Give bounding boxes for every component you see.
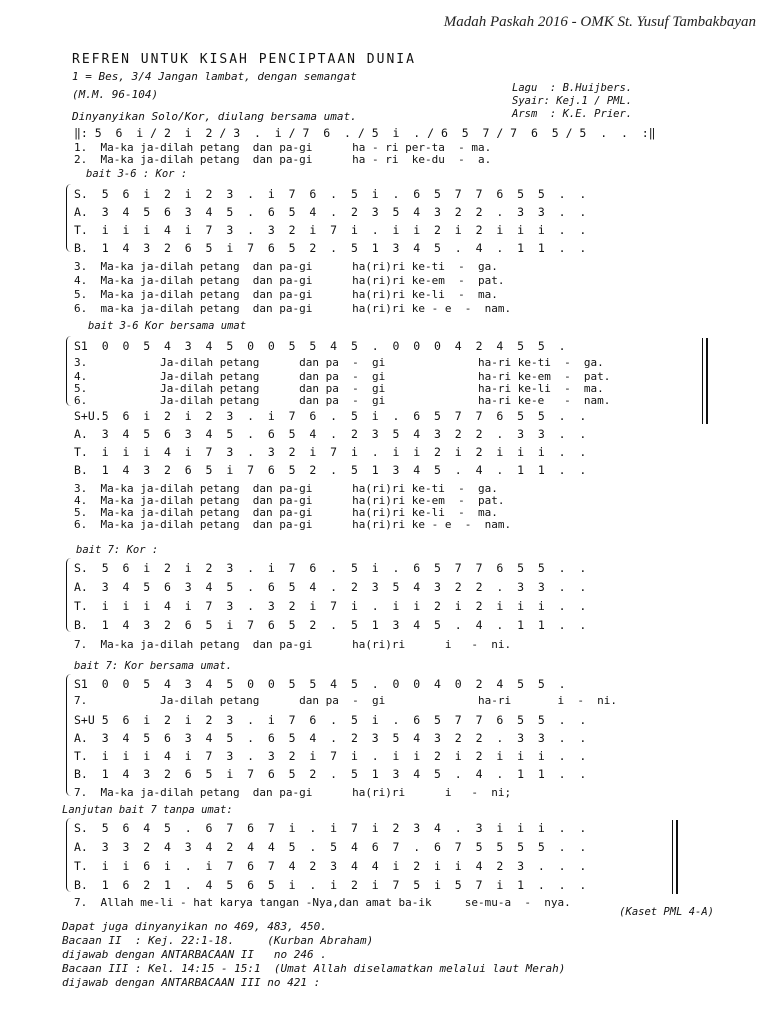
bass-row: B. 1 4 3 2 6 5 i 7 6 5 2 . 5 1 3 4 5 . 4 . 1 1 . . — [74, 618, 587, 632]
bass-row: B. 1 4 3 2 6 5 i 7 6 5 2 . 5 1 3 4 5 . 4 . 1 1 . . — [74, 463, 587, 477]
solo-lyric-6: 6. Ja-dilah petang dan pa - gi ha-ri ke-e - nam. — [74, 394, 611, 407]
lyric-line-7-ending: 7. Allah me-li - hat karya tangan -Nya,dan amat ba-ik se-mu-a - nya. — [74, 896, 571, 909]
section-d-label: bait 7: Kor bersama umat. — [74, 660, 233, 672]
lyric-line-4: 4. Ma-ka ja-dilah petang dan pa-gi ha(ri)ri ke-em - pat. — [74, 274, 505, 287]
key-signature: 1 = Bes, 3/4 Jangan lambat, dengan semangat — [72, 70, 357, 83]
lyric-line-5: 5. Ma-ka ja-dilah petang dan pa-gi ha(ri)ri ke-li - ma. — [74, 288, 498, 301]
section-d-brace — [66, 674, 72, 796]
section-b-end-bar — [702, 338, 708, 424]
alto-row: A. 3 4 5 6 3 4 5 . 6 5 4 . 2 3 5 4 3 2 2 . 3 3 . . — [74, 580, 587, 594]
section-b-label: bait 3-6 Kor bersama umat — [88, 320, 247, 332]
soprano-row: S. 5 6 4 5 . 6 7 6 7 i . i 7 i 2 3 4 . 3 i i i . . — [74, 821, 587, 835]
tenor-row: T. i i 6 i . i 7 6 7 4 2 3 4 4 i 2 i i 4 2 3 . . . — [74, 859, 587, 873]
bass-row: B. 1 6 2 1 . 4 5 6 5 i . i 2 i 7 5 i 5 7 i 1 . . . — [74, 878, 587, 892]
credits — [512, 82, 632, 121]
section-c-brace — [66, 558, 72, 632]
alto-row: A. 3 4 5 6 3 4 5 . 6 5 4 . 2 3 5 4 3 2 2 . 3 3 . . — [74, 205, 587, 219]
tenor-row: T. i i i 4 i 7 3 . 3 2 i 7 i . i i 2 i 2 i i i . . — [74, 599, 587, 613]
section-a-label: bait 3-6 : Kor : — [86, 168, 188, 180]
intro-label: Dinyanyikan Solo/Kor, diulang bersama umat. — [72, 110, 357, 123]
alto-row: A. 3 3 2 4 3 4 2 4 4 5 . 5 4 6 7 . 6 7 5 5 5 5 . . — [74, 840, 587, 854]
section-e — [62, 804, 682, 909]
soprano-umat-row: S+U 5 6 i 2 i 2 3 . i 7 6 . 5 i . 6 5 7 7 6 5 5 . . — [74, 713, 587, 727]
soprano-row: S. 5 6 i 2 i 2 3 . i 7 6 . 5 i . 6 5 7 7 6 5 5 . . — [74, 187, 587, 201]
footer-line-1: Dapat juga dinyanyikan no 469, 483, 450. — [62, 920, 327, 933]
section-a-brace — [66, 184, 72, 252]
section-e-brace — [66, 818, 72, 892]
alto-row: A. 3 4 5 6 3 4 5 . 6 5 4 . 2 3 5 4 3 2 2 . 3 3 . . — [74, 427, 587, 441]
credit-lagu: Lagu : B.Huijbers. — [512, 82, 633, 94]
lyric-line-7: 7. Ma-ka ja-dilah petang dan pa-gi ha(ri)ri i - ni. — [74, 638, 512, 651]
soprano-row: S. 5 6 i 2 i 2 3 . i 7 6 . 5 i . 6 5 7 7 6 5 5 . . — [74, 561, 587, 575]
intro-lyric-1: 1. Ma-ka ja-dilah petang dan pa-gi ha - ri per-ta - ma. — [74, 141, 492, 154]
solo-lyric-5: 5. Ja-dilah petang dan pa - gi ha-ri ke-li - ma. — [74, 382, 604, 395]
tenor-row: T. i i i 4 i 7 3 . 3 2 i 7 i . i i 2 i 2 i i i . . — [74, 223, 587, 237]
page-header: Madah Paskah 2016 - OMK St. Yusuf Tambakbayan — [443, 14, 756, 30]
song-title: REFREN UNTUK KISAH PENCIPTAAN DUNIA — [72, 52, 416, 67]
solo-lyric-7: 7. Ja-dilah petang dan pa - gi ha-ri i - ni. — [74, 694, 618, 707]
lyric-line-3: 3. Ma-ka ja-dilah petang dan pa-gi ha(ri)ri ke-ti - ga. — [74, 260, 498, 273]
credit-arsm: Arsm : K.E. Prier. — [512, 108, 633, 120]
lyric-line-7: 7. Ma-ka ja-dilah petang dan pa-gi ha(ri)ri i - ni; — [74, 786, 512, 799]
tenor-row: T. i i i 4 i 7 3 . 3 2 i 7 i . i i 2 i 2 i i i . . — [74, 749, 587, 763]
intro-melody: ‖: 5 6 i / 2 i 2 / 3 . i / 7 6 . / 5 i . / 6 5 7 / 7 6 5 / 5 . . :‖ — [74, 126, 656, 140]
solo-row: S1 0 0 5 4 3 4 5 0 0 5 5 4 5 . 0 0 4 0 2 4 5 5 . — [74, 677, 566, 691]
section-d — [66, 660, 682, 800]
section-e-label: Lanjutan bait 7 tanpa umat: — [62, 804, 233, 816]
cassette-reference: (Kaset PML 4-A) — [619, 906, 714, 918]
bass-row: B. 1 4 3 2 6 5 i 7 6 5 2 . 5 1 3 4 5 . 4 . 1 1 . . — [74, 767, 587, 781]
lyric-line-5: 5. Ma-ka ja-dilah petang dan pa-gi ha(ri)ri ke-li - ma. — [74, 506, 498, 519]
section-b-solo-brace — [66, 336, 72, 406]
lyric-line-4: 4. Ma-ka ja-dilah petang dan pa-gi ha(ri)ri ke-em - pat. — [74, 494, 505, 507]
lyric-line-6: 6. Ma-ka ja-dilah petang dan pa-gi ha(ri)ri ke - e - nam. — [74, 518, 512, 531]
section-a — [66, 168, 682, 318]
soprano-umat-row: S+U.5 6 i 2 i 2 3 . i 7 6 . 5 i . 6 5 7 7 6 5 5 . . — [74, 409, 587, 423]
lyric-line-3: 3. Ma-ka ja-dilah petang dan pa-gi ha(ri)ri ke-ti - ga. — [74, 482, 498, 495]
section-c — [66, 544, 682, 654]
footer-line-5: dijawab dengan ANTARBACAAN III no 421 : — [62, 976, 321, 989]
lyric-line-6: 6. ma-ka ja-dilah petang dan pa-gi ha(ri)ri ke - e - nam. — [74, 302, 512, 315]
credit-syair: Syair: Kej.1 / PML. — [512, 95, 633, 107]
bass-row: B. 1 4 3 2 6 5 i 7 6 5 2 . 5 1 3 4 5 . 4 . 1 1 . . — [74, 241, 587, 255]
intro-lyric-2: 2. Ma-ka ja-dilah petang dan pa-gi ha - ri ke-du - a. — [74, 153, 492, 166]
footer-line-2: Bacaan II : Kej. 22:1-18. (Kurban Abraham) — [62, 934, 374, 947]
solo-lyric-3: 3. Ja-dilah petang dan pa - gi ha-ri ke-ti - ga. — [74, 356, 604, 369]
section-c-label: bait 7: Kor : — [76, 544, 159, 556]
solo-row: S1 0 0 5 4 3 4 5 0 0 5 5 4 5 . 0 0 0 4 2 4 5 5 . — [74, 339, 566, 353]
section-b — [66, 320, 682, 532]
footer-line-4: Bacaan III : Kel. 14:15 - 15:1 (Umat Allah diselamatkan melalui laut Merah) — [62, 962, 566, 975]
footer-line-3: dijawab dengan ANTARBACAAN II no 246 . — [62, 948, 327, 961]
alto-row: A. 3 4 5 6 3 4 5 . 6 5 4 . 2 3 5 4 3 2 2 . 3 3 . . — [74, 731, 587, 745]
final-bar — [672, 820, 678, 894]
tenor-row: T. i i i 4 i 7 3 . 3 2 i 7 i . i i 2 i 2 i i i . . — [74, 445, 587, 459]
tempo-marking: (M.M. 96-104) — [72, 88, 159, 101]
solo-lyric-4: 4. Ja-dilah petang dan pa - gi ha-ri ke-em - pat. — [74, 370, 611, 383]
